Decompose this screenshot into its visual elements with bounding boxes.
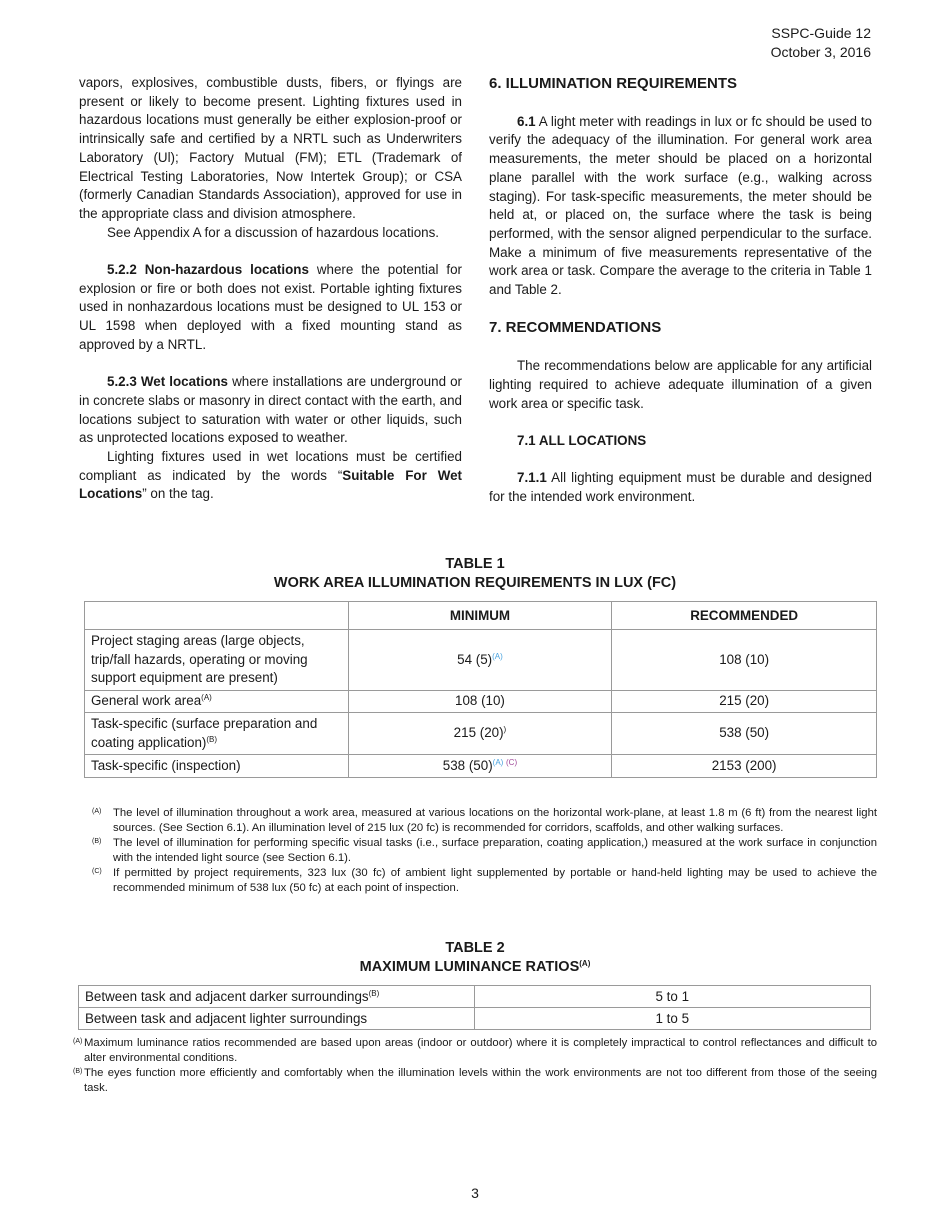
- footnote-mark: (B): [92, 838, 102, 845]
- footnote: [84, 836, 877, 866]
- row-label: [85, 713, 349, 755]
- section-label: 5.2.2 Non-hazardous locations: [107, 262, 309, 278]
- row-label: Between task and adjacent lighter surroundings: [79, 1008, 475, 1030]
- rec-cell: 215 (20): [612, 691, 877, 713]
- header-cell-recommended: RECOMMENDED: [612, 602, 877, 630]
- document-id: SSPC-Guide 12: [771, 25, 871, 41]
- row-label: Task-specific (inspection): [85, 755, 349, 778]
- min-cell: 108 (10): [348, 691, 612, 713]
- footnote-ref: (C): [506, 757, 518, 767]
- section-heading-6: 6. ILLUMINATION REQUIREMENTS: [489, 75, 738, 92]
- footnote-ref: (A): [201, 693, 212, 703]
- footnote-ref: (B): [368, 989, 380, 998]
- row-label: [85, 630, 349, 691]
- paragraph: vapors, explosives, combustible dusts, fibers, or flyings are present or likely to become present. Lighting fixtures used in hazardous locations must generally be either explosion-proof or intrinsically safe and certified by a NRTL such as Underwriters Laboratory (Ul); Factory Mutual (FM); ETL (Trademark of Electrical Testing Laboratories, Now Intertek Group); or CSA (formerly Canadian Standards Association), approved for use in the appropriate class and division atmosphere.: [79, 75, 462, 221]
- header-cell-empty: [85, 602, 349, 630]
- right-column: [489, 74, 872, 507]
- section-7-1-1: [489, 469, 872, 506]
- rec-cell: 2153 (200): [612, 755, 877, 778]
- section-label: 5.2.3 Wet locations: [107, 374, 229, 390]
- table2-caption: [0, 958, 950, 977]
- paragraph: See Appendix A for a discussion of hazardous locations.: [107, 224, 440, 240]
- footnote-mark: (C): [92, 868, 102, 875]
- footnote-text: The eyes function more efficiently and comfortably when the illumination levels within the work environments are not too different from those of the seeing task.: [84, 1067, 877, 1094]
- paragraph: The recommendations below are applicable for any artificial lighting required to achieve adequate illumination of a given work area or specific task.: [489, 358, 872, 411]
- document-date: October 3, 2016: [770, 44, 871, 60]
- footnote-mark: (A): [73, 1038, 83, 1045]
- row-label: [79, 986, 475, 1008]
- min-value: 215 (20): [453, 725, 504, 741]
- label-text: Project staging areas (large objects, trip/fall hazards, operating or moving support equipment are present): [91, 633, 308, 686]
- row-label: [85, 691, 349, 713]
- footnote-ref: ): [503, 725, 507, 735]
- label-text: Between task and adjacent darker surroundings: [85, 989, 369, 1004]
- table2-title: [0, 939, 950, 976]
- table2: [78, 985, 871, 1030]
- section-heading-7: 7. RECOMMENDATIONS: [489, 319, 662, 337]
- min-cell: [348, 630, 612, 691]
- section-text: A light meter with readings in lux or fc should be used to verify the adequacy of the illumination. For general work area measurements, the meter should be placed on a horizontal plane parallel with the work surface (e.g., walking across staging). For task-specific measurements, the meter should be held at, or placed on, the surface where the task is being performed, with the sensor aligned perpendicular to the surface. Make a minimum of five measurements representative of the work area or task. Compare the average to the criteria in Table 1 and Table 2.: [489, 113, 872, 298]
- label-text: General work area: [91, 693, 202, 709]
- rec-cell: 538 (50): [612, 713, 877, 755]
- section-text: where installations are underground or in concrete slabs or masonry in direct contact with the earth, and locations subject to saturation with water or other liquids, such as unprotected locations exposed to weather.: [79, 374, 463, 446]
- table-row: [85, 691, 877, 713]
- footnote-ref: (A): [492, 651, 503, 661]
- footnote-mark: (B): [73, 1068, 83, 1075]
- section-6-1: [489, 113, 872, 300]
- left-column: [79, 74, 462, 504]
- rec-cell: 108 (10): [612, 630, 877, 691]
- footnote-ref: (A): [492, 757, 504, 767]
- section-label: 7.1.1: [517, 470, 547, 486]
- min-value: 54 (5): [457, 651, 493, 667]
- table1-caption: WORK AREA ILLUMINATION REQUIREMENTS IN LUX (FC): [273, 574, 677, 591]
- text: ” on the tag.: [142, 486, 214, 502]
- footnote-text: Maximum luminance ratios recommended are based upon areas (indoor or outdoor) where it is completely impractical to control reflectances and difficult to alter environmental conditions.: [84, 1037, 877, 1064]
- label-text: Task-specific (surface preparation and coating application): [91, 715, 318, 750]
- ratio-cell: 1 to 5: [474, 1008, 870, 1030]
- table-header-row: [85, 602, 877, 630]
- section-text: where the potential for explosion or fire or both does not exist. Portable ighting fixtures used in nonhazardous locations must be designed to UL 153 or UL 1598 when deployed with a fixed mounting stand as approved by a NRTL.: [79, 262, 462, 352]
- footnote: [73, 1036, 877, 1066]
- footnote-ref: (B): [206, 734, 218, 744]
- footnote: [84, 866, 877, 896]
- table1-title: [0, 555, 950, 592]
- section-5-2-2: [79, 261, 462, 355]
- footnote-mark: (A): [92, 808, 102, 815]
- page-number: 3: [471, 1185, 479, 1201]
- footnote-text: The level of illumination for performing specific visual tasks (i.e., surface preparation, coating application,) measured at the work surface in conjunction with the intended light source (see Section 6.1).: [113, 837, 877, 864]
- running-header: [771, 24, 871, 62]
- section-label: 6.1: [517, 113, 536, 129]
- table2-footnotes: [73, 1036, 877, 1096]
- table1: [84, 601, 877, 778]
- header-cell-minimum: MINIMUM: [348, 602, 612, 630]
- section-heading-7-1: 7.1 ALL LOCATIONS: [517, 432, 647, 448]
- text: Lighting fixtures used in wet locations must be certified compliant as indicated by the words “: [79, 449, 462, 483]
- footnote: [84, 806, 877, 836]
- table-row: [85, 755, 877, 778]
- table-row: [85, 713, 877, 755]
- min-value: 538 (50): [442, 757, 493, 773]
- footnote-text: If permitted by project requirements, 323 lux (30 fc) of ambient light supplemented by portable or hand-held lighting may be used to achieve the recommended minimum of 538 lux (50 fc) at each point of inspection.: [113, 867, 877, 894]
- table-row: [79, 986, 871, 1008]
- table2-number: TABLE 2: [445, 940, 505, 956]
- section-text: All lighting equipment must be durable and designed for the intended work environment.: [489, 470, 872, 504]
- table1-number: TABLE 1: [445, 556, 505, 572]
- footnote-text: The level of illumination throughout a work area, measured at various locations on the horizontal work-plane, at least 1.8 m (6 ft) from the nearest light sources. (See Section 6.1). An illumination level of 215 lux (20 fc) is recommended for corridors, scaffolds, and other walking surfaces.: [113, 807, 877, 834]
- table-row: [85, 630, 877, 691]
- min-cell: [348, 755, 612, 778]
- paragraph-wet-locations: [79, 448, 462, 504]
- table1-footnotes: [84, 806, 877, 896]
- table-row: [79, 1008, 871, 1030]
- footnote: [73, 1066, 877, 1096]
- min-cell: [348, 713, 612, 755]
- footnote-ref: (A): [579, 958, 591, 968]
- ratio-cell: 5 to 1: [474, 986, 870, 1008]
- section-5-2-3: [79, 373, 462, 448]
- bold-text: Suitable For Wet Locations: [79, 467, 463, 502]
- caption-text: MAXIMUM LUMINANCE RATIOS: [359, 958, 580, 975]
